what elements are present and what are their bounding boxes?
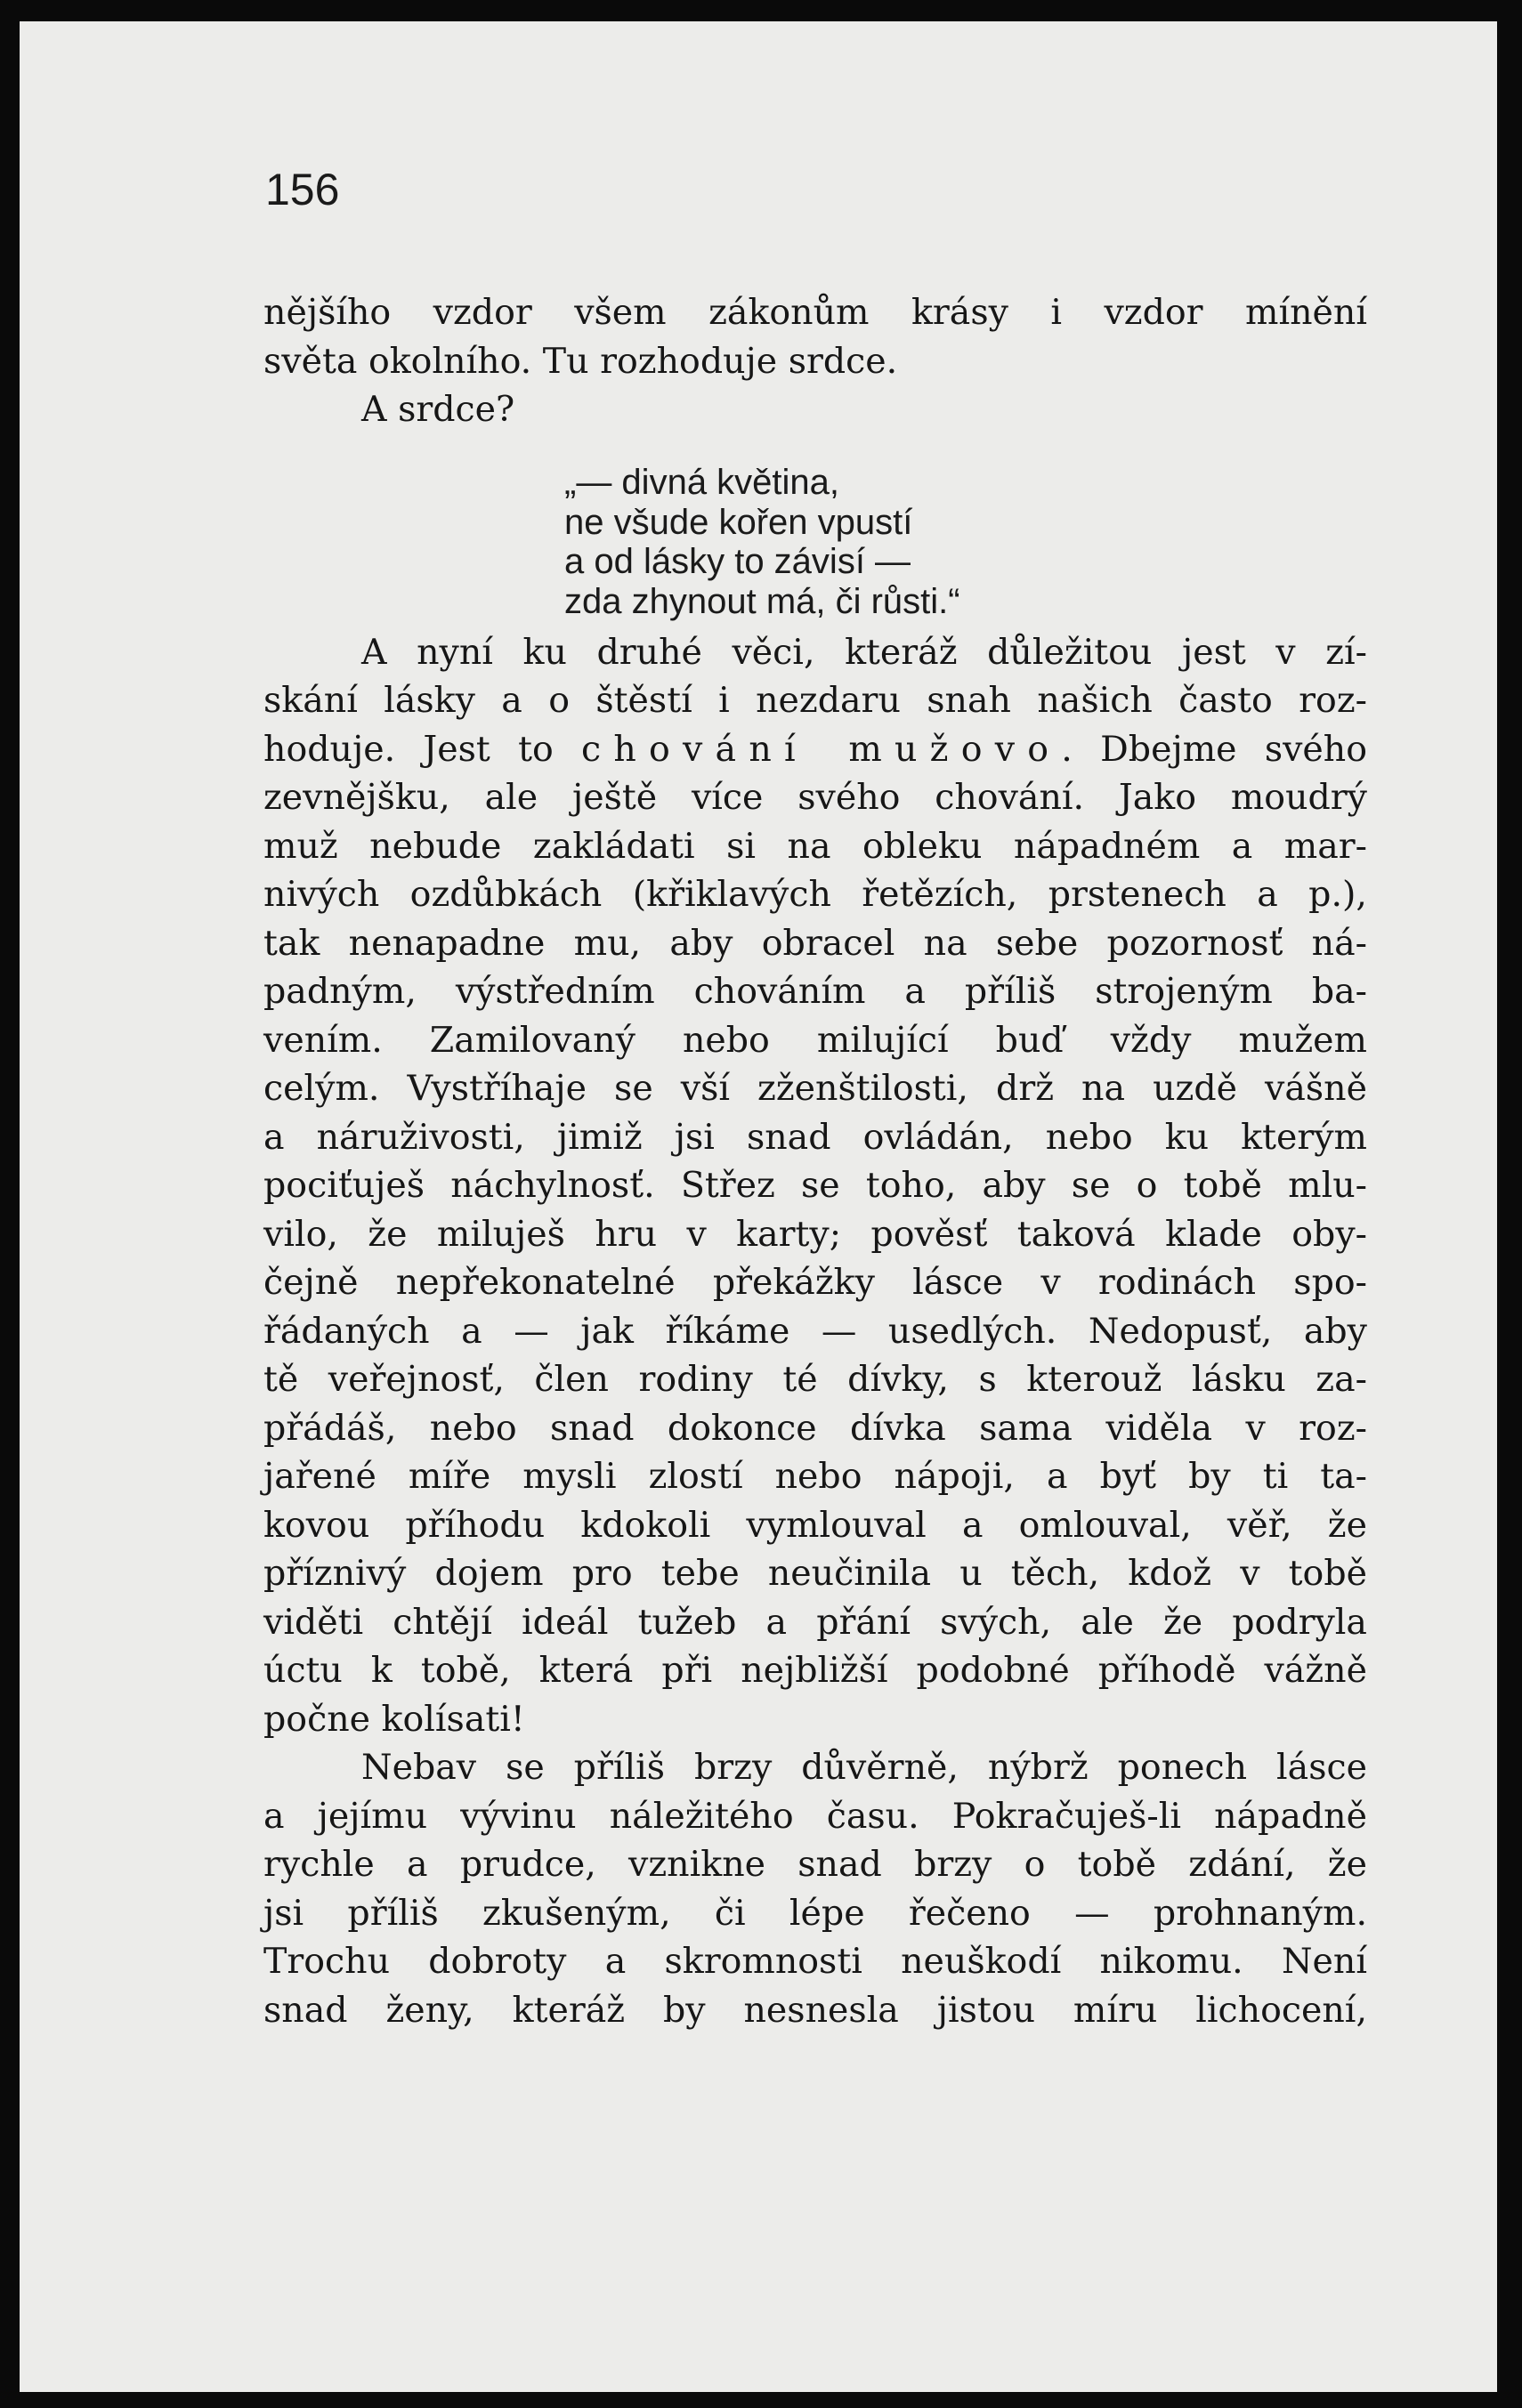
text-line: vilo, že miluješ hru v karty; pověsť taková klade oby- xyxy=(263,1213,1367,1255)
text-line: skání lásky a o štěstí i nezdaru snah našich často roz- xyxy=(263,680,1367,721)
text-line: úctu k tobě, která při nejbližší podobné příhodě vážně xyxy=(263,1650,1367,1691)
text-line: příznivý dojem pro tebe neučinila u těch, kdož v tobě xyxy=(263,1553,1367,1594)
poem-spacer xyxy=(263,434,1367,628)
text-line: počne kolísati! xyxy=(263,1698,525,1740)
text-line: řádaných a — jak říkáme — usedlých. Nedopusť, aby xyxy=(263,1310,1367,1352)
text-fragment: . Dbejme svého xyxy=(1061,728,1367,770)
text-line: čejně nepřekonatelné překážky lásce v rodinách spo- xyxy=(263,1262,1367,1303)
poem-line: a od lásky to závisí — xyxy=(564,542,911,581)
text-line: a náruživosti, jimiž jsi snad ovládán, nebo ku kterým xyxy=(263,1116,1367,1158)
question-line: A srdce? xyxy=(361,389,515,430)
page-number: 156 xyxy=(265,165,340,214)
text-line: A nyní ku druhé věci, kteráž důležitou jest v zí- xyxy=(361,631,1367,673)
emphasized-phrase: chování mužovo xyxy=(581,728,1062,770)
text-line: pociťuješ náchylnosť. Střez se toho, aby se o tobě mlu- xyxy=(263,1165,1367,1206)
text-line: padným, výstředním chováním a příliš strojeným ba- xyxy=(263,971,1367,1012)
text-line: nivých ozdůbkách (křiklavých řetězích, prstenech a p.), xyxy=(263,874,1367,915)
text-line: Trochu dobroty a skromnosti neuškodí nikomu. Není xyxy=(263,1941,1367,1982)
book-page xyxy=(20,21,1497,2392)
text-line: jařené míře mysli zlostí nebo nápoji, a byť by ti ta- xyxy=(263,1456,1367,1497)
text-line: tak nenapadne mu, aby obracel na sebe pozornosť ná- xyxy=(263,922,1367,964)
text-line: přádáš, nebo snad dokonce dívka sama viděla v roz- xyxy=(263,1407,1367,1449)
text-line: Nebav se příliš brzy důvěrně, nýbrž ponech lásce xyxy=(361,1747,1367,1788)
text-line: muž nebude zakládati si na obleku nápadném a mar- xyxy=(263,825,1367,867)
poem-line: ne všude kořen vpustí xyxy=(564,502,913,542)
text-line: kovou příhodu kdokoli vymlouval a omlouval, věř, že xyxy=(263,1504,1367,1546)
text-line: tě veřejnosť, člen rodiny té dívky, s kterouž lásku za- xyxy=(263,1359,1367,1400)
text-line: a jejímu vývinu náležitého času. Pokračuješ-li nápadně xyxy=(263,1795,1367,1837)
text-line: vením. Zamilovaný nebo milující buď vždy mužem xyxy=(263,1019,1367,1061)
body-text xyxy=(263,288,1367,2034)
text-line: světa okolního. Tu rozhoduje srdce. xyxy=(263,340,898,382)
text-line: snad ženy, kteráž by nesnesla jistou míru lichocení, xyxy=(263,1989,1367,2031)
text-line: celým. Vystříhaje se vší zženštilosti, drž na uzdě vášně xyxy=(263,1068,1367,1109)
poem-line: zda zhynout má, či růsti.“ xyxy=(564,581,960,621)
text-line xyxy=(263,725,1367,774)
text-line: nějšího vzdor všem zákonům krásy i vzdor mínění xyxy=(263,292,1367,333)
text-line: rychle a prudce, vznikne snad brzy o tobě zdání, že xyxy=(263,1844,1367,1885)
text-line: zevnějšku, ale ještě více svého chování. Jako moudrý xyxy=(263,777,1367,818)
poem-line: „— divná květina, xyxy=(564,463,840,502)
text-fragment: hoduje. Jest to xyxy=(263,728,582,770)
text-line: jsi příliš zkušeným, či lépe řečeno — prohnaným. xyxy=(263,1892,1367,1934)
text-line: viděti chtějí ideál tužeb a přání svých, ale že podryla xyxy=(263,1601,1367,1643)
